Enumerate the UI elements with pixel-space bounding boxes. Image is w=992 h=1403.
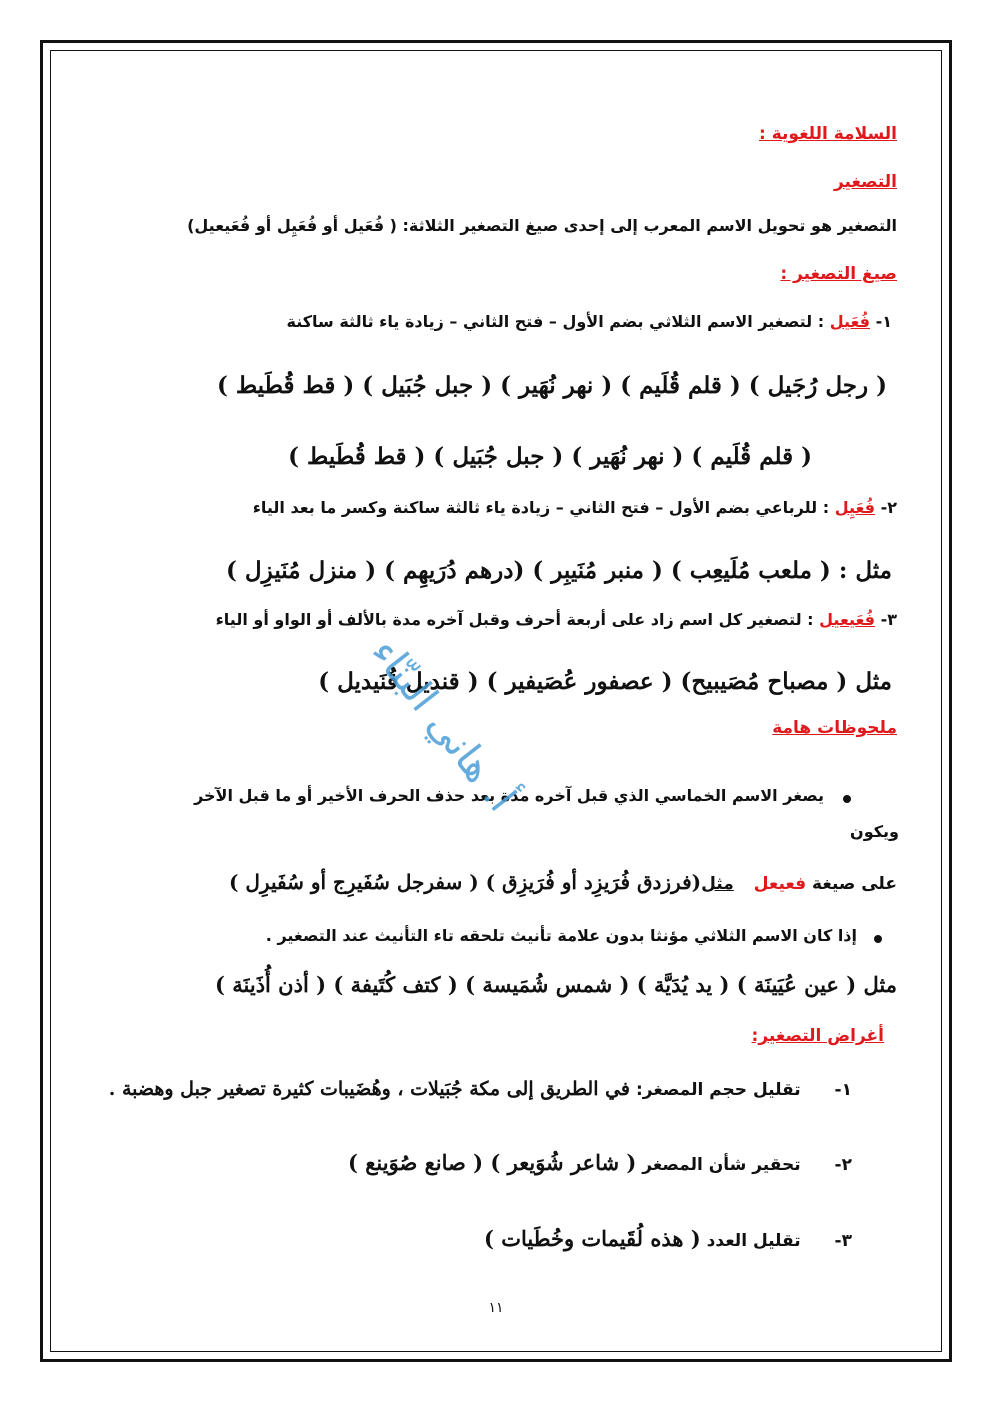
bullet-dot xyxy=(843,795,851,803)
form1-rest: : لتصغير الاسم الثلاثي بضم الأول – فتح الثاني – زيادة ياء ثالثة ساكنة xyxy=(286,312,825,331)
note2-examples: مثل ( عين عُيَينَة ) ( يد يُدَيَّة ) ( شمس شُمَيسة ) ( كتف كُتَيفة ) ( أذن أُذَينَة ) xyxy=(215,972,897,997)
purpose-label: تقليل حجم المصغر: xyxy=(635,1080,801,1100)
purpose-2 xyxy=(348,1150,852,1175)
form3-examples: مثل ( مصباح مُصَيبيح) ( عصفور عُصَيفير ) ( قنديل قُنَيديل ) xyxy=(318,668,892,695)
form3-num: ٣- xyxy=(880,610,897,629)
watermark-author: أ. هاني البنّاء xyxy=(361,630,525,821)
note1-continuation: ويكون xyxy=(850,822,899,841)
note1-text: يصغر الاسم الخماسي الذي قبل آخره مدة بعد حذف الحرف الأخير أو ما قبل الآخر xyxy=(194,786,824,805)
topic-title: التصغير xyxy=(833,172,897,192)
purpose-example: ( شاعر شُوَيعر ) ( صانع صُوَينع ) xyxy=(347,1150,637,1175)
forms-heading: صيغ التصغير : xyxy=(780,264,897,284)
purpose-1 xyxy=(109,1078,852,1100)
purpose-num: ٢- xyxy=(834,1155,852,1175)
purpose-example: ( هذه لُقَيمات وخُطَيات ) xyxy=(484,1226,701,1251)
form1-num: ١- xyxy=(875,312,892,331)
form2-line xyxy=(253,498,897,517)
definition-text: التصغير هو تحويل الاسم المعرب إلى إحدى صيغ التصغير الثلاثة: ( فُعَيل أو فُعَيِل أو فُعَيعيل) xyxy=(187,216,897,235)
form1-examples-a: ( رجل رُجَيل ) ( قلم قُلَيم ) ( نهر نُهَير ) ( جبل جُبَيل ) ( قط قُطَيط ) xyxy=(216,372,887,399)
form2-name: فُعَيِل xyxy=(834,498,876,517)
note1-form-line xyxy=(229,870,897,894)
form3-rest: : لتصغير كل اسم زاد على أربعة أحرف وقبل آخره مدة بالألف أو الواو أو الياء xyxy=(215,610,814,629)
form2-examples: مثل : ( ملعب مُلَيعِب ) ( منبر مُنَيبِر ) (درهم دُرَيهِم ) ( منزل مُنَيزِل ) xyxy=(226,557,892,584)
note1-form-prefix: على صيغة xyxy=(812,874,897,894)
note1-form-name: فعيعل xyxy=(753,874,807,894)
bullet-dot xyxy=(874,935,882,943)
form1-line xyxy=(287,312,893,331)
form2-num: ٢- xyxy=(880,498,897,517)
purpose-3 xyxy=(484,1226,852,1251)
form1-name: فُعَيل xyxy=(829,312,871,331)
purpose-label: تحقير شأن المصغر xyxy=(642,1155,801,1175)
note1-examples: (فرزدق فُرَيزِد أو فُرَيزِق ) ( سفرجل سُفَيرِج أو سُفَيرِل ) xyxy=(228,870,702,894)
form3-line xyxy=(216,610,897,629)
form2-rest: : للرباعي بضم الأول – فتح الثاني – زيادة ياء ثالثة ساكنة وكسر ما بعد الياء xyxy=(252,498,830,517)
notes-heading: ملحوظات هامة xyxy=(772,718,897,738)
note2-text: إذا كان الاسم الثلاثي مؤنثا بدون علامة تأنيث تلحقه تاء التأنيث عند التصغير . xyxy=(265,926,857,945)
page-number: ١١ xyxy=(488,1300,504,1316)
form1-examples-b: ( قلم قُلَيم ) ( نهر نُهَير ) ( جبل جُبَيل ) ( قط قُطَيط ) xyxy=(288,443,812,470)
purpose-num: ٣- xyxy=(834,1231,852,1251)
section-title: السلامة اللغوية : xyxy=(759,124,897,144)
purposes-heading: أغراض التصغير: xyxy=(751,1026,884,1046)
purpose-num: ١- xyxy=(834,1080,852,1100)
note1-example-label: مثل xyxy=(701,874,734,894)
purpose-example: في الطريق إلى مكة جُبَيلات ، وهُضَيبات كثيرة تصغير جبل وهضبة . xyxy=(108,1078,631,1100)
purpose-label: تقليل العدد xyxy=(706,1231,801,1251)
form3-name: فُعَيعيل xyxy=(819,610,876,629)
